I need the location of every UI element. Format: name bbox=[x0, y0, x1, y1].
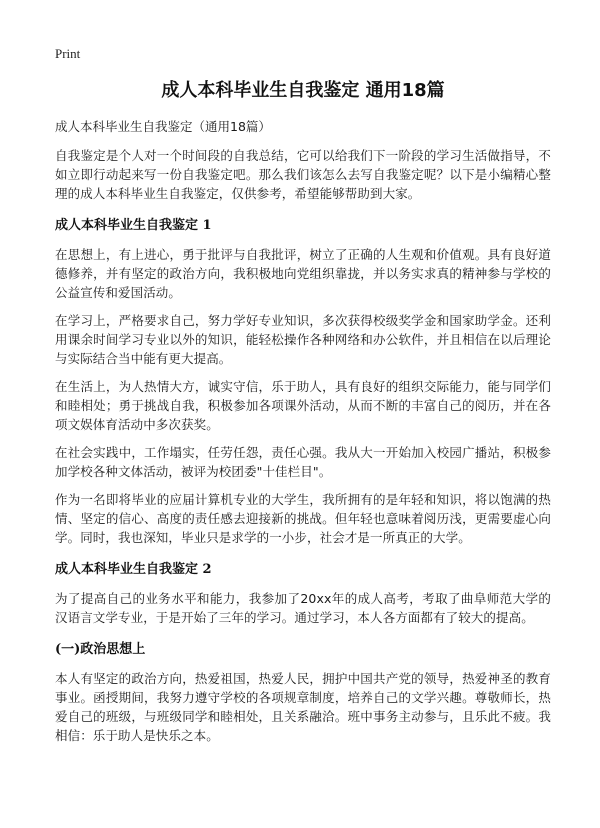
subsection-paragraph: 本人有坚定的政治方向，热爱祖国，热爱人民，拥护中国共产党的领导，热爱神圣的教育事业。函授期间，我努力遵守学校的各项规章制度，培养自己的文学兴趣。尊敬师长，热爱自己的班级，与班级同学和睦相处，且关系融洽。班中事务主动参与，且乐此不疲。我相信：乐于助人是快乐之本。 bbox=[55, 671, 551, 743]
section1-paragraph: 在思想上，有上进心，勇于批评与自我批评，树立了正确的人生观和价值观。具有良好道德修养，并有坚定的政治方向，我积极地向党组织靠拢，并以务实求真的精神参与学校的公益宣传和爱国活动。 bbox=[55, 247, 551, 300]
subsection-heading-politics: (一)政治思想上 bbox=[55, 642, 146, 657]
section-heading-1: 成人本科毕业生自我鉴定 1 bbox=[55, 218, 212, 233]
section1-paragraph: 在学习上，严格要求自己，努力学好专业知识，多次获得校级奖学金和国家助学金。还利用课余时间学习专业以外的知识，能轻松操作各种网络和办公软件，并且相信在以后理论与实际结合当中能有更大提高。 bbox=[55, 313, 551, 366]
document-subtitle: 成人本科毕业生自我鉴定（通用18篇） bbox=[55, 119, 271, 134]
section1-paragraph: 作为一名即将毕业的应届计算机专业的大学生，我所拥有的是年轻和知识，将以饱满的热情、坚定的信心、高度的责任感去迎接新的挑战。但年轻也意味着阅历浅，更需要虚心向学。同时，我也深知，毕业只是求学的一小步，社会才是一所真正的大学。 bbox=[55, 492, 551, 545]
document-content bbox=[55, 80, 551, 754]
print-link[interactable]: Print bbox=[55, 46, 81, 61]
section-heading-2: 成人本科毕业生自我鉴定 2 bbox=[55, 562, 212, 577]
intro-paragraph: 自我鉴定是个人对一个时间段的自我总结，它可以给我们下一阶段的学习生活做指导，不如立即行动起来写一份自我鉴定吧。那么我们该怎么去写自我鉴定呢？以下是小编精心整理的成人本科毕业生自我鉴定，仅供参考，希望能够帮助到大家。 bbox=[55, 148, 551, 201]
section1-paragraph: 在社会实践中，工作塌实，任劳任怨，责任心强。我从大一开始加入校园广播站，积极参加学校各种文体活动，被评为校团委"十佳栏目"。 bbox=[55, 445, 551, 479]
section1-paragraph: 在生活上，为人热情大方，诚实守信，乐于助人，具有良好的组织交际能力，能与同学们和睦相处；勇于挑战自我，积极参加各项课外活动，从而不断的丰富自己的阅历，并在各项文娱体育活动中多次获奖。 bbox=[55, 379, 551, 432]
document-title: 成人本科毕业生自我鉴定 通用18篇 bbox=[161, 80, 445, 101]
section2-paragraph: 为了提高自己的业务水平和能力，我参加了20xx年的成人高考，考取了曲阜师范大学的汉语言文学专业，于是开始了三年的学习。通过学习，本人各方面都有了较大的提高。 bbox=[55, 591, 551, 625]
